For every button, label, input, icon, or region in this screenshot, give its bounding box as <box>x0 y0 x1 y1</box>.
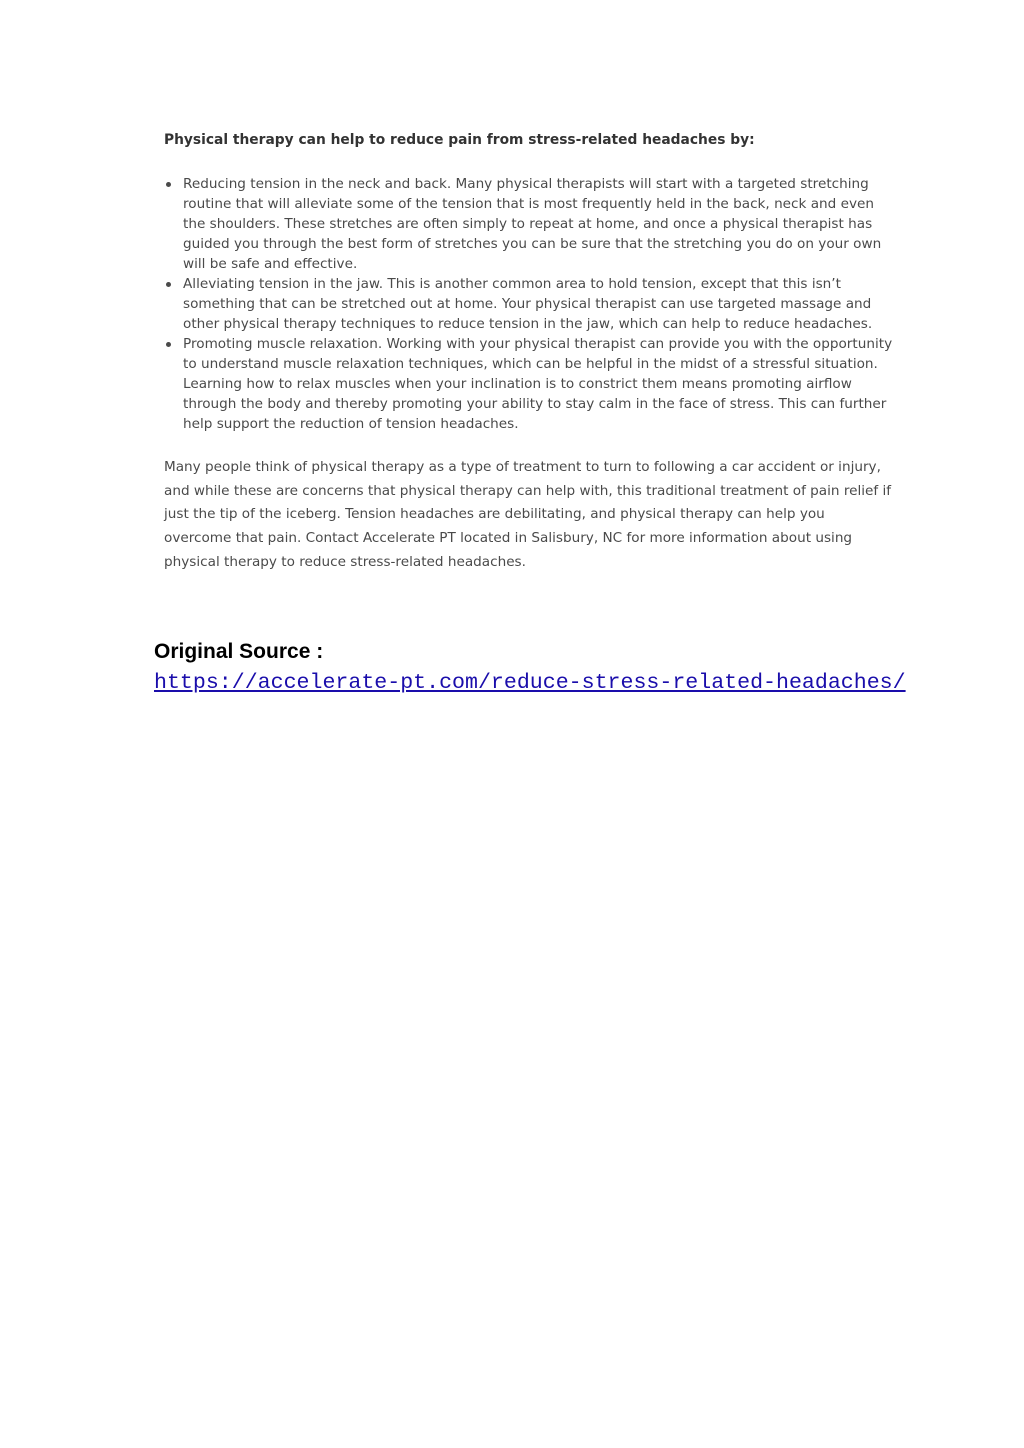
excerpt-heading: Physical therapy can help to reduce pain from stress-related headaches by: <box>164 132 755 148</box>
list-item <box>164 274 894 334</box>
list-item-text: Promoting muscle relaxation. Working with your physical therapist can provide you with the opportunity to understand muscle relaxation techniques, which can be helpful in the midst of a stressful situation. Learning how to relax muscles when your inclination is to constrict them means promoting airflow through the body and thereby promoting your ability to stay calm in the face of stress. This can further help support the reduction of tension headaches. <box>183 336 893 432</box>
original-source-label: Original Source : <box>154 640 324 663</box>
bullet-dot-icon <box>166 342 171 347</box>
bullet-dot-icon <box>166 182 171 187</box>
benefit-list <box>164 174 894 434</box>
original-source-link[interactable]: https://accelerate-pt.com/reduce-stress-related-headaches/ <box>154 671 906 695</box>
article-excerpt-image <box>164 128 894 575</box>
list-item <box>164 174 894 274</box>
closing-paragraph: Many people think of physical therapy as a type of treatment to turn to following a car accident or injury, and while these are concerns that physical therapy can help with, this traditional treatment of pain relief if just the tip of the iceberg. Tension headaches are debilitating, and physical therapy can help you overcome that pain. Contact Accelerate PT located in Salisbury, NC for more information about using physical therapy to reduce stress-related headaches. <box>164 459 892 570</box>
bullet-dot-icon <box>166 282 171 287</box>
list-item-text: Alleviating tension in the jaw. This is another common area to hold tension, except that this isn’t something that can be stretched out at home. Your physical therapist can use targeted massage and other physical therapy techniques to reduce tension in the jaw, which can help to reduce headaches. <box>183 276 873 332</box>
list-item <box>164 334 894 434</box>
list-item-text: Reducing tension in the neck and back. Many physical therapists will start with a targeted stretching routine that will alleviate some of the tension that is most frequently held in the back, neck and even the shoulders. These stretches are often simply to repeat at home, and once a physical therapist has guided you through the best form of stretches you can be sure that the stretching you do on your own will be safe and effective. <box>183 176 882 272</box>
